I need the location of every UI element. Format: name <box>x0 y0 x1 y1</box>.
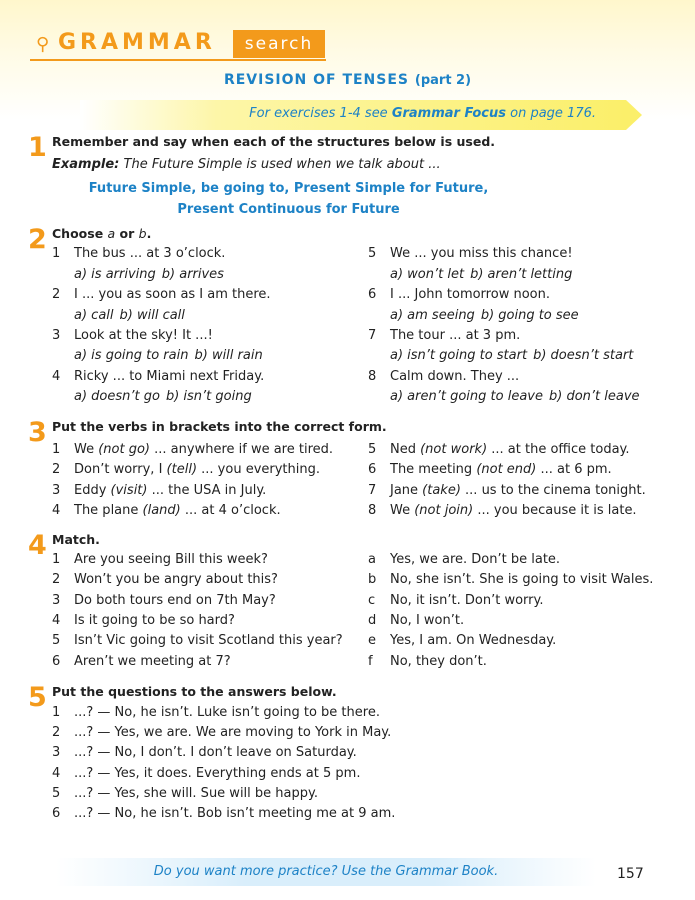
match-answer: a Yes, we are. Don’t be late. <box>368 552 561 567</box>
exercise-3-item: 6 The meeting (not end) ... at 6 pm. <box>368 462 612 477</box>
question-item: 5 ...? — Yes, she will. Sue will be happy. <box>52 786 318 801</box>
exercise-2-options: a) won’t let b) aren’t letting <box>390 267 573 282</box>
header-underline <box>30 59 326 61</box>
exercise-2-options: a) is arriving b) arrives <box>74 267 224 282</box>
exercise-2-item: 4 Ricky ... to Miami next Friday. <box>52 369 265 384</box>
exercise-3-number: 3 <box>28 417 47 448</box>
exercise-2-number: 2 <box>28 224 47 255</box>
exercise-1-example: Example: The Future Simple is used when we talk about ... <box>52 157 441 172</box>
exercise-3-item: 8 We (not join) ... you because it is late. <box>368 503 637 518</box>
exercise-2-options: a) isn’t going to start b) doesn’t start <box>390 348 634 363</box>
exercise-2-options: a) doesn’t go b) isn’t going <box>74 389 252 404</box>
match-question: 6 Aren’t we meeting at 7? <box>52 654 231 669</box>
exercise-5-number: 5 <box>28 682 47 713</box>
exercise-2-item: 8 Calm down. They ... <box>368 369 520 384</box>
exercise-2-item: 2 I ... you as soon as I am there. <box>52 287 271 302</box>
search-label: search <box>233 30 325 58</box>
question-item: 4 ...? — Yes, it does. Everything ends at 5 pm. <box>52 766 361 781</box>
exercise-3-item: 4 The plane (land) ... at 4 o’clock. <box>52 503 281 518</box>
page-number: 157 <box>617 866 644 882</box>
title-part: (part 2) <box>414 73 472 88</box>
exercise-2-instruction: Choose a or b. <box>52 226 152 241</box>
exercise-2-options: a) is going to rain b) will rain <box>74 348 263 363</box>
exercise-2-options: a) call b) will call <box>74 308 185 323</box>
banner-arrow <box>626 100 642 130</box>
match-question: 1 Are you seeing Bill this week? <box>52 552 268 567</box>
exercise-3-item: 1 We (not go) ... anywhere if we are tired. <box>52 442 334 457</box>
match-answer: b No, she isn’t. She is going to visit Wales. <box>368 572 654 587</box>
exercise-2-item: 3 Look at the sky! It ...! <box>52 328 213 343</box>
exercise-5-instruction: Put the questions to the answers below. <box>52 684 337 699</box>
exercise-2-options: a) aren’t going to leave b) don’t leave <box>390 389 640 404</box>
exercise-3-item: 3 Eddy (visit) ... the USA in July. <box>52 483 267 498</box>
search-icon: ⚲ <box>36 34 50 55</box>
exercise-1-instruction: Remember and say when each of the structures below is used. <box>52 134 496 149</box>
exercise-3-item: 5 Ned (not work) ... at the office today. <box>368 442 630 457</box>
footer-banner <box>56 858 596 886</box>
exercise-2-options: a) am seeing b) going to see <box>390 308 579 323</box>
structures-line-2: Present Continuous for Future <box>177 202 400 217</box>
question-item: 3 ...? — No, I don’t. I don’t leave on Saturday. <box>52 745 357 760</box>
match-answer: c No, it isn’t. Don’t worry. <box>368 593 544 608</box>
exercise-4-number: 4 <box>28 530 47 561</box>
match-answer: d No, I won’t. <box>368 613 465 628</box>
banner-text: For exercises 1-4 see Grammar Focus on page 176. <box>249 106 596 121</box>
match-question: 2 Won’t you be angry about this? <box>52 572 278 587</box>
exercise-2-item: 7 The tour ... at 3 pm. <box>368 328 521 343</box>
match-answer: f No, they don’t. <box>368 654 487 669</box>
exercise-3-item: 7 Jane (take) ... us to the cinema tonight. <box>368 483 646 498</box>
exercise-3-item: 2 Don’t worry, I (tell) ... you everything. <box>52 462 320 477</box>
title-main: REVISION OF TENSES <box>223 72 410 88</box>
structures-line-1: Future Simple, be going to, Present Simple for Future, <box>88 181 489 196</box>
question-item: 1 ...? — No, he isn’t. Luke isn’t going to be there. <box>52 705 380 720</box>
exercise-2-item: 6 I ... John tomorrow noon. <box>368 287 550 302</box>
exercise-1-number: 1 <box>28 132 47 163</box>
match-question: 5 Isn’t Vic going to visit Scotland this year? <box>52 633 343 648</box>
footer-text: Do you want more practice? Use the Grammar Book. <box>153 864 499 879</box>
exercise-2-item: 1 The bus ... at 3 o’clock. <box>52 246 226 261</box>
page-title <box>0 72 695 88</box>
exercise-4-instruction: Match. <box>52 532 100 547</box>
grammar-focus-banner <box>80 100 626 130</box>
match-question: 3 Do both tours end on 7th May? <box>52 593 276 608</box>
exercise-2-item: 5 We ... you miss this chance! <box>368 246 573 261</box>
grammar-word: GRAMMAR <box>58 30 216 55</box>
question-item: 6 ...? — No, he isn’t. Bob isn’t meeting me at 9 am. <box>52 806 396 821</box>
match-question: 4 Is it going to be so hard? <box>52 613 235 628</box>
match-answer: e Yes, I am. On Wednesday. <box>368 633 557 648</box>
exercise-3-instruction: Put the verbs in brackets into the correct form. <box>52 419 387 434</box>
question-item: 2 ...? — Yes, we are. We are moving to York in May. <box>52 725 392 740</box>
